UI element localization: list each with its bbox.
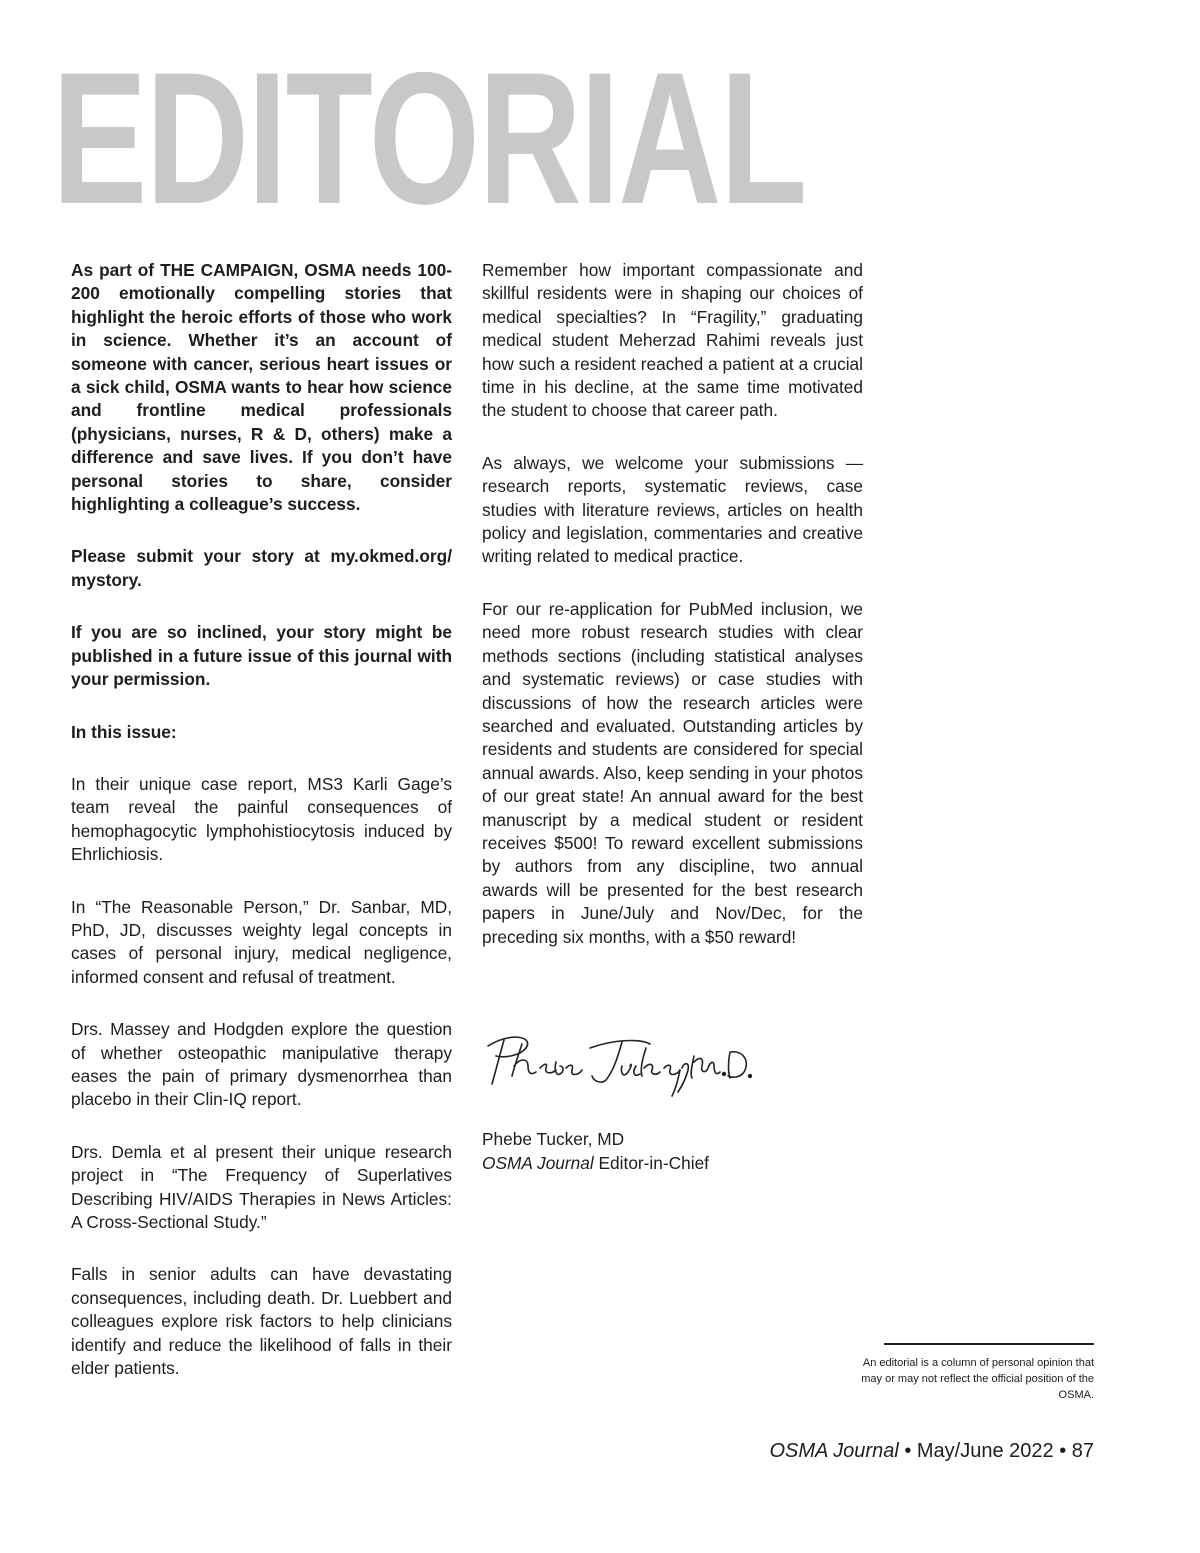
editor-title: [482, 1152, 709, 1176]
issue-summary-case-report: In their unique case report, MS3 Karli Gage’s team reveal the painful consequences of hemophagocytic lymphohistiocytosis induced by Ehrlichiosis.: [71, 773, 452, 865]
left-column: [71, 259, 452, 1409]
paragraph-pubmed: For our re-application for PubMed inclusion, we need more robust research studies with clear methods sections (including statistical analyses and systematic reviews) or case studies with discussions of how the research articles were searched and evaluated. Outstanding articles by residents and students are considered for special annual awards. Also, keep sending in your photos of our great state! An annual award for the best manuscript by a medical student or resident receives $500! To reward excellent submissions by authors from any discipline, two annual awards will be presented for the best research papers in June/July and Nov/Dec, for the preceding six months, with a $50 reward!: [482, 598, 863, 947]
issue-summary-clin-iq: Drs. Massey and Hodgden explore the question of whether osteopathic manipulative therapy eases the pain of primary dysmenorrhea than placebo in their Clin-IQ report.: [71, 1019, 452, 1110]
editor-name: Phebe Tucker, MD: [482, 1129, 625, 1149]
editor-role: Editor-in-Chief: [593, 1152, 709, 1173]
submit-story-notice: Please submit your story at my.okmed.org/ mystory.: [71, 546, 452, 590]
paragraph-submissions: As always, we welcome your submissions — research reports, systematic reviews, case studies with literature reviews, articles on health policy and legislation, commentaries and creative writing related to medical practice.: [482, 452, 863, 567]
paragraph-fragility: Remember how important compassionate and skillful residents were in shaping our choices of medical specialties? In “Fragility,” graduating medical student Meherzad Rahimi reveals just how such a resident reached a patient at a crucial time in his decline, at the same time motivated the student to choose that career path.: [482, 260, 863, 421]
issue-summary-falls: Falls in senior adults can have devastating consequences, including death. Dr. Luebbert and colleagues explore risk factors to help clinicians identify and reduce the likelihood of falls in their elder patients.: [71, 1264, 452, 1379]
page-title: EDITORIAL: [52, 33, 806, 243]
campaign-intro: As part of THE CAMPAIGN, OSMA needs 100-200 emotionally compelling stories that highlight the heroic efforts of those who work in science. Whether it’s an account of someone with cancer, serious heart issues or a sick child, OSMA wants to hear how science and frontline medical professionals (physicians, nurses, R & D, others) make a difference and save lives. If you don’t have personal stories to share, consider highlighting a colleague’s success.: [71, 260, 452, 515]
editor-journal-name: OSMA Journal: [482, 1152, 594, 1173]
footer-issue-and-page: • May/June 2022 • 87: [898, 1440, 1094, 1462]
page-footer: [769, 1440, 1094, 1463]
disclaimer-divider: [884, 1343, 1094, 1345]
in-this-issue-heading: In this issue:: [71, 721, 177, 742]
signature-block: [482, 1128, 709, 1175]
editorial-disclaimer: An editorial is a column of personal opinion that may or may not reflect the official position of the OSMA.: [861, 1357, 1094, 1401]
issue-summary-reasonable-person: In “The Reasonable Person,” Dr. Sanbar, MD, PhD, JD, discusses weighty legal concepts in cases of personal injury, medical negligence, informed consent and refusal of treatment.: [71, 896, 452, 987]
right-column: [482, 259, 863, 978]
issue-summary-research-project: Drs. Demla et al present their unique research project in “The Frequency of Superlatives Describing HIV/AIDS Therapies in News Articles: A Cross-Sectional Study.”: [71, 1141, 452, 1232]
handwritten-signature: [482, 1022, 752, 1102]
publish-permission-notice: If you are so inclined, your story might be published in a future issue of this journal with your permission.: [71, 622, 452, 690]
footer-journal-name: OSMA Journal: [769, 1440, 899, 1462]
